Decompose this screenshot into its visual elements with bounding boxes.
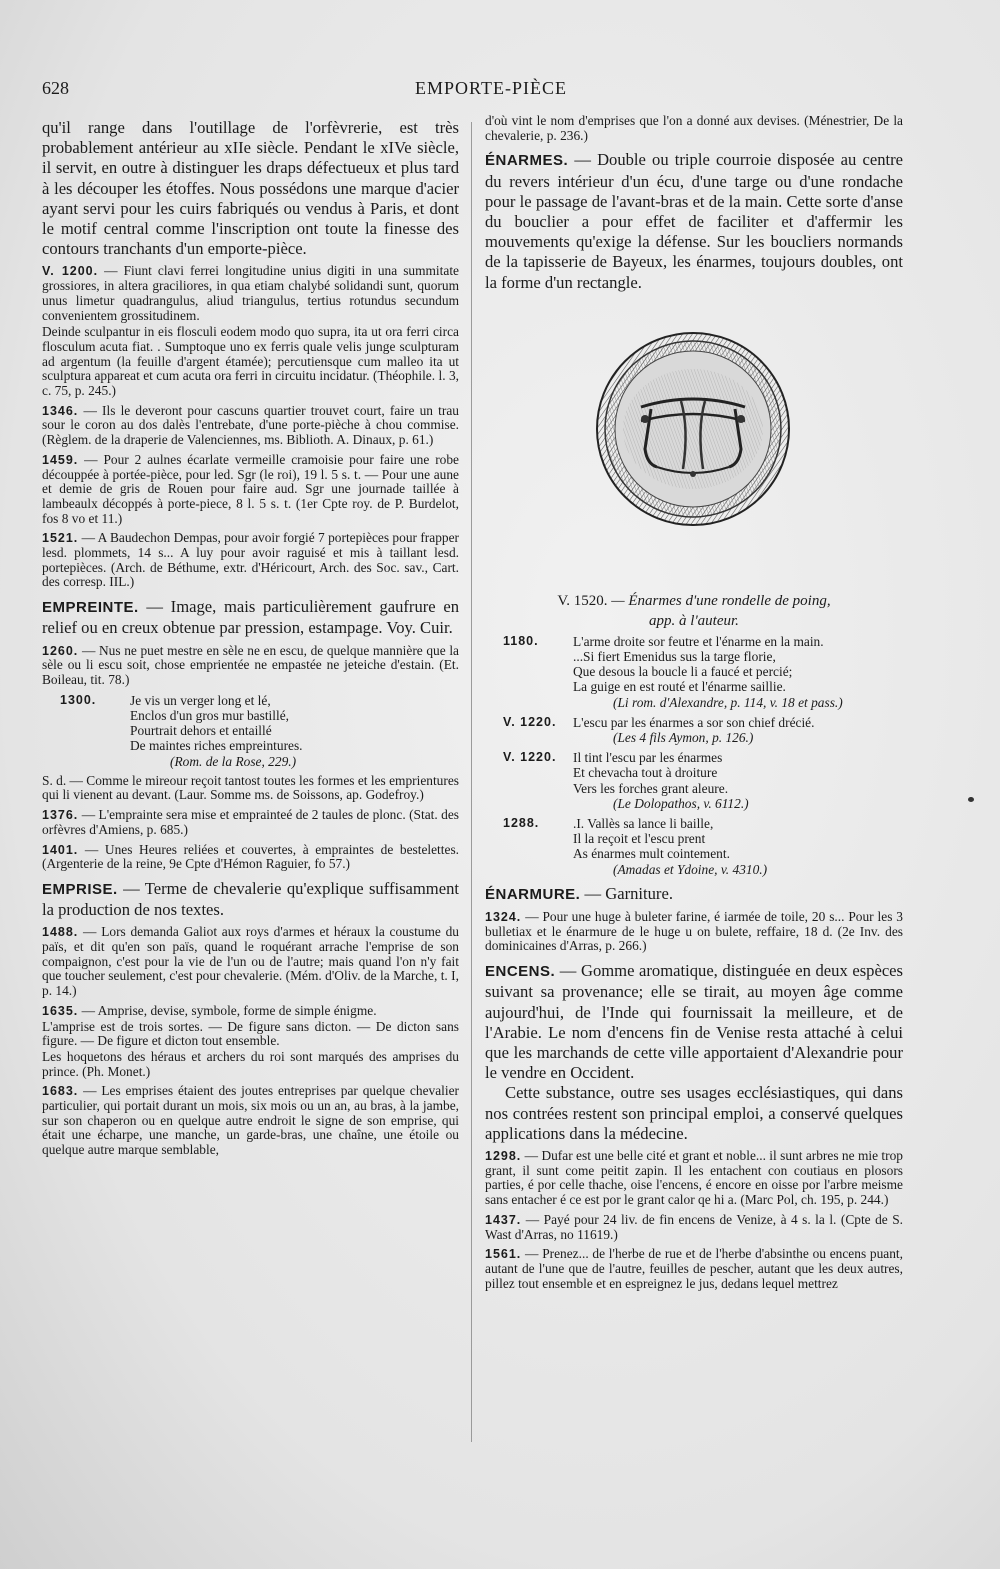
citation: [42, 325, 459, 399]
citation-text: — Fiunt clavi ferrei longitudine unius digiti in una summitate grossiores, in altera graciliores, in qua etiam chalybé solidandi sunt, quorum unus limetur quadrangulus, aliud triangulus, tertius rotundus secundum convenientem grossitudinem.: [42, 263, 459, 323]
citation-year: 1300.: [60, 692, 97, 707]
citation: [485, 1213, 903, 1242]
verse-lines: [573, 634, 903, 710]
citation: [42, 531, 459, 590]
citation-year: 1437.: [485, 1212, 522, 1227]
verse-quote: [485, 634, 903, 710]
definition: — Double ou triple courroie disposée au centre du revers intérieur d'un écu, d'une targe ou d'une rondache pour le passage de l'avant-bras et de la main. Cette sorte d'anse du bouclier a pour effet de faciliter et d'affermir les mouvements qu'exige la défense. Sur les boucliers normands de la tapisserie de Bayeux, les énarmes, toujours doubles, ont la forme d'un rectangle.: [485, 150, 903, 292]
headword: ÉNARMES.: [485, 152, 569, 170]
verse-source: (Amadas et Ydoine, v. 4310.): [613, 861, 768, 877]
headword: ENCENS.: [485, 963, 556, 981]
citation-year: V. 1200.: [42, 264, 99, 279]
citation: [485, 1247, 903, 1291]
citation-year: 1376.: [42, 808, 79, 823]
citation: [42, 925, 459, 999]
verse-quote: [485, 750, 903, 811]
verse-quote: [485, 715, 903, 745]
verse-line: Que desous la boucle li a faucé et percié;: [573, 664, 793, 680]
citation-text: — Prenez... de l'herbe de rue et de l'herbe d'absinthe ou encens puant, autant de l'une que de l'autre, feuilles de pescher, autant que les deux autres, pillez tout ensemble et en espreignez le jus, dedans lequel mettrez: [485, 1246, 903, 1291]
citation-text: — Amprise, devise, symbole, forme de simple énigme.: [81, 1002, 377, 1018]
figure: [485, 329, 903, 629]
figure-caption: [485, 591, 903, 631]
definition: — Gomme aromatique, distinguée en deux espèces suivant sa provenance; elle se tirait, au moyen âge comme aujourd'hui, de l'Inde qui fournissait la meilleure, et de l'Arabie. Le nom d'encens fin de Venise resta attaché à celui que les marchands de cette ville apportaient d'Alexandrie pour le vendre en Occident.: [485, 961, 904, 1083]
citation: [42, 774, 459, 803]
verse-lines: [573, 715, 903, 745]
figure-label: V. 1520.: [557, 592, 608, 609]
entry-enarmes: [485, 150, 903, 292]
citation-year: 1635.: [42, 1003, 79, 1018]
encens-paragraph-2: Cette substance, outre ses usages ecclésiastiques, qui dans nos contrées restent son principal emploi, a conservé quelques applications dans la médecine.: [485, 1083, 903, 1143]
citation-year: 1346.: [42, 403, 79, 418]
citation-year: 1561.: [485, 1247, 522, 1262]
citation-text: — Les emprises étaient des joutes entreprises par quelque chevalier particulier, qui portait durant un mois, six mois ou un an, au bras, à la jambe, sur son chaperon ou en quelque autre endroit le signe de son emprise, qui était une écharpe, une manche, un garde-bras, une chaîne, une étoile ou quelque autre marque semblable,: [42, 1083, 459, 1158]
citation: [485, 114, 903, 143]
verse-line: Il tint l'escu par les énarmes: [573, 750, 723, 766]
entry-empreinte: [42, 597, 459, 638]
verse-line: Pourtrait dehors et entaillé: [130, 723, 272, 739]
running-head: EMPORTE-PIÈCE: [415, 78, 567, 98]
citation-year: 1260.: [42, 643, 79, 658]
headword: EMPREINTE.: [42, 599, 139, 617]
citation-year: 1298.: [485, 1149, 522, 1164]
definition: — Terme de chevalerie qu'explique suffisamment la production de nos textes.: [42, 878, 459, 920]
headword: ÉNARMURE.: [485, 885, 581, 903]
citation: [485, 910, 903, 954]
citation: [42, 1020, 459, 1049]
citation: [42, 1084, 459, 1158]
citation-year: 1324.: [485, 910, 522, 925]
verse-source: (Les 4 fils Aymon, p. 126.): [613, 730, 754, 746]
citation-text: — Pour 2 aulnes écarlate vermeille cramoisie pour faire une robe découppée à portée-pièce, pour led. Sgr (le roi), 19 l. 5 s. t. — Pour une aune et demie de gris de Rouen pour faire aud. Sgr une journade taillée à lambeaulx décoppés à porte-piece, 8 l. 5 s. t. (1er Cpte roy. de P. Burdelot, fos 8 vo et 11.): [42, 451, 459, 526]
verse-quote: [42, 693, 459, 769]
shield-rondelle-illustration-icon: [593, 329, 793, 529]
citation-text: — Ils le deveront pour cascuns quartier trouvet court, faire un trau sour le coron au dos dalès l'entrebate, d'une porte-pièche à chou commise. (Règlem. de la draperie de Valenciennes, ms. Biblioth. A. Dinaux, p. 61.): [42, 402, 459, 448]
citation-text: — Unes Heures reliées et couvertes, à empraintes de bestelettes. (Argenterie de la reine, 9e Cpte d'Hémon Raguier, fo 57.): [42, 841, 459, 872]
entry-enarmure: [485, 884, 903, 905]
citation-text: — Lors demanda Galiot aux roys d'armes et héraux la coustume du païs, et dit qu'en son païs, quand le roquérant arrache l'emprise de son compaignon, c'est pour la vie de l'un ou de l'autre; mais quand l'on n'y fait que toucher seulement, c'est pour chevalerie. (Mém. d'Oliv. de la Marche, t. I, p. 14.): [42, 924, 459, 999]
citation-text: — Pour une huge à buleter farine, é iarmée de toile, 20 s... Pour les 3 bulletiax et le énarmure de le huge u on bulete, reffaire, 18 d. (2e Inv. des dominicaines d'Arras, p. 266.): [485, 909, 903, 954]
page-number: 628: [42, 78, 69, 98]
page-header: [42, 78, 940, 104]
citation-year: 1180.: [503, 633, 539, 648]
citation: [42, 404, 459, 448]
citation-text: — A Baudechon Dempas, pour avoir forgié 7 portepièces pour frapper lesd. plommets, 14 s... A luy pour avoir raguisé et mis à taillant lesd. portepièces. (Arch. de Béthume, extr. d'Héricourt, Arch. des Soc. sav., Cart. des corresp. IIL.): [42, 530, 459, 590]
verse-line: Enclos d'un gros mur bastillé,: [130, 707, 289, 723]
citation-text: S. d. — Comme le mireour reçoit tantost toutes les formes et les emprientures qui li vienent au devant. (Laur. Somme ms. de Soissons, ap. Godefroy.): [42, 772, 459, 803]
verse-line: Je vis un verger long et lé,: [130, 692, 271, 708]
citation-year: 1288.: [503, 816, 540, 831]
verse-source: (Rom. de la Rose, 229.): [170, 753, 297, 769]
citation-year: 1401.: [42, 842, 79, 857]
citation-year: 1683.: [42, 1084, 79, 1099]
citation-year: 1488.: [42, 925, 79, 940]
column-divider: [471, 122, 472, 1442]
citation-text: Deinde sculpantur in eis flosculi eodem modo quo supra, ita ut ora ferri circa flosculum acuta fiat. . Sumptoque uno ex ferris quale velis junge sculpturam ad argentum (la feuille d'argent étamée); percutiensque cum malleo ita ut sculptura appareat et cum acuta ora ferri in circuitu incidatur. (Théophile. l. 3, c. 75, p. 245.): [42, 324, 459, 399]
citation-text: — Payé pour 24 liv. de fin encens de Venize, à 4 s. la l. (Cpte de S. Wast d'Arras, no 11619.): [485, 1211, 903, 1242]
citation: [42, 1050, 459, 1079]
citation-year: V. 1220.: [503, 750, 557, 765]
definition: — Image, mais particulièrement gaufrure en relief ou en creux obtenue par pression, estampage. Voy. Cuir.: [42, 597, 459, 638]
verse-lines: [130, 693, 459, 769]
headword: EMPRISE.: [42, 880, 118, 898]
verse-line: L'arme droite sor feutre et l'énarme en la main.: [573, 633, 824, 649]
intro-paragraph: qu'il range dans l'outillage de l'orfèvrerie, est très probablement antérieur au xIIe siècle. Pendant le xIVe siècle, il servit, en outre à distinguer les draps défectueux et plus tard à les découper les étoffes. Nous possédons une marque d'acier ayant servi pour les cuirs fabriqués ou vendus à Paris, et dont le motif central comme l'inscription ont toute la finesse des contours tranchants d'un emporte-pièce.: [42, 118, 459, 259]
right-column: [485, 114, 903, 1291]
verse-line: As énarmes mult cointement.: [573, 846, 730, 862]
citation-text: — L'emprainte sera mise et emprainteé de 2 taules de plonc. (Stat. des orfèvres d'Amiens, p. 685.): [42, 807, 459, 837]
definition: — Garniture.: [584, 883, 673, 903]
citations-group-1: [42, 264, 459, 590]
entry-emprise: [42, 879, 459, 920]
ink-speck: [968, 797, 974, 802]
verse-line: Vers les forches grant aleure.: [573, 780, 729, 796]
citation-text: Les hoquetons des héraus et archers du roi sont marqués des amprises du prince. (Ph. Monet.): [42, 1048, 459, 1079]
citation: [42, 453, 459, 527]
entry-encens: [485, 961, 903, 1083]
verse-lines: [573, 816, 903, 877]
citation: [485, 1149, 903, 1208]
verse-source: (Li rom. d'Alexandre, p. 114, v. 18 et pass.): [613, 694, 843, 710]
verse-quote: [485, 816, 903, 877]
verse-line: .I. Vallès sa lance li baille,: [573, 816, 714, 832]
caption-text: — Énarmes d'une rondelle de poing,: [611, 592, 831, 609]
citation-year: 1459.: [42, 452, 79, 467]
citation-text: d'où vint le nom d'emprises que l'on a donné aux devises. (Ménestrier, De la chevalerie, p. 236.): [485, 113, 903, 143]
verse-lines: [573, 750, 903, 811]
citation: [42, 843, 459, 872]
verse-line: Il la reçoit et l'escu prent: [573, 831, 706, 847]
verse-line: Et chevacha tout à droiture: [573, 765, 718, 781]
verse-line: De maintes riches empreintures.: [130, 738, 303, 754]
citation-year: V. 1220.: [503, 714, 557, 729]
citation-text: — Nus ne puet mestre en sèle ne en escu, de quelque mannière que la sèle ou li escu soit, chose emprientée ne empastée ne jeteiche d'estain. (Et. Boileau, tit. 78.): [42, 642, 460, 687]
left-column: [42, 118, 459, 1158]
citation-year: 1521.: [42, 531, 79, 546]
citation-text: L'amprise est de trois sortes. — De figure sans dicton. — De dicton sans figure. — De figure et dicton tout ensemble.: [42, 1018, 459, 1049]
verse-line: ...Si fiert Emenidus sus la targe florie,: [573, 649, 776, 665]
caption-text-2: app. à l'auteur.: [649, 612, 739, 629]
citation-text: — Dufar est une belle cité et grant et noble... il sunt arbres ne mie trop grant, il sunt come peitit zapin. Il les entachent con coutiaus en plosors parties, é por celle thache, oise l'encens, é encore en oisse por l'arbre meisme sans entacher é ce est por le grant calor qe hi a. (Marc Pol, ch. 195, p. 244.): [485, 1148, 903, 1208]
verse-line: L'escu par les énarmes a sor son chief drécié.: [573, 714, 815, 730]
citation: [42, 1004, 459, 1019]
citation: [42, 644, 459, 688]
citation: [42, 264, 459, 323]
verse-source: (Le Dolopathos, v. 6112.): [613, 795, 749, 811]
verse-line: La guige en est routé et l'énarme saillie.: [573, 679, 786, 695]
citation: [42, 808, 459, 837]
